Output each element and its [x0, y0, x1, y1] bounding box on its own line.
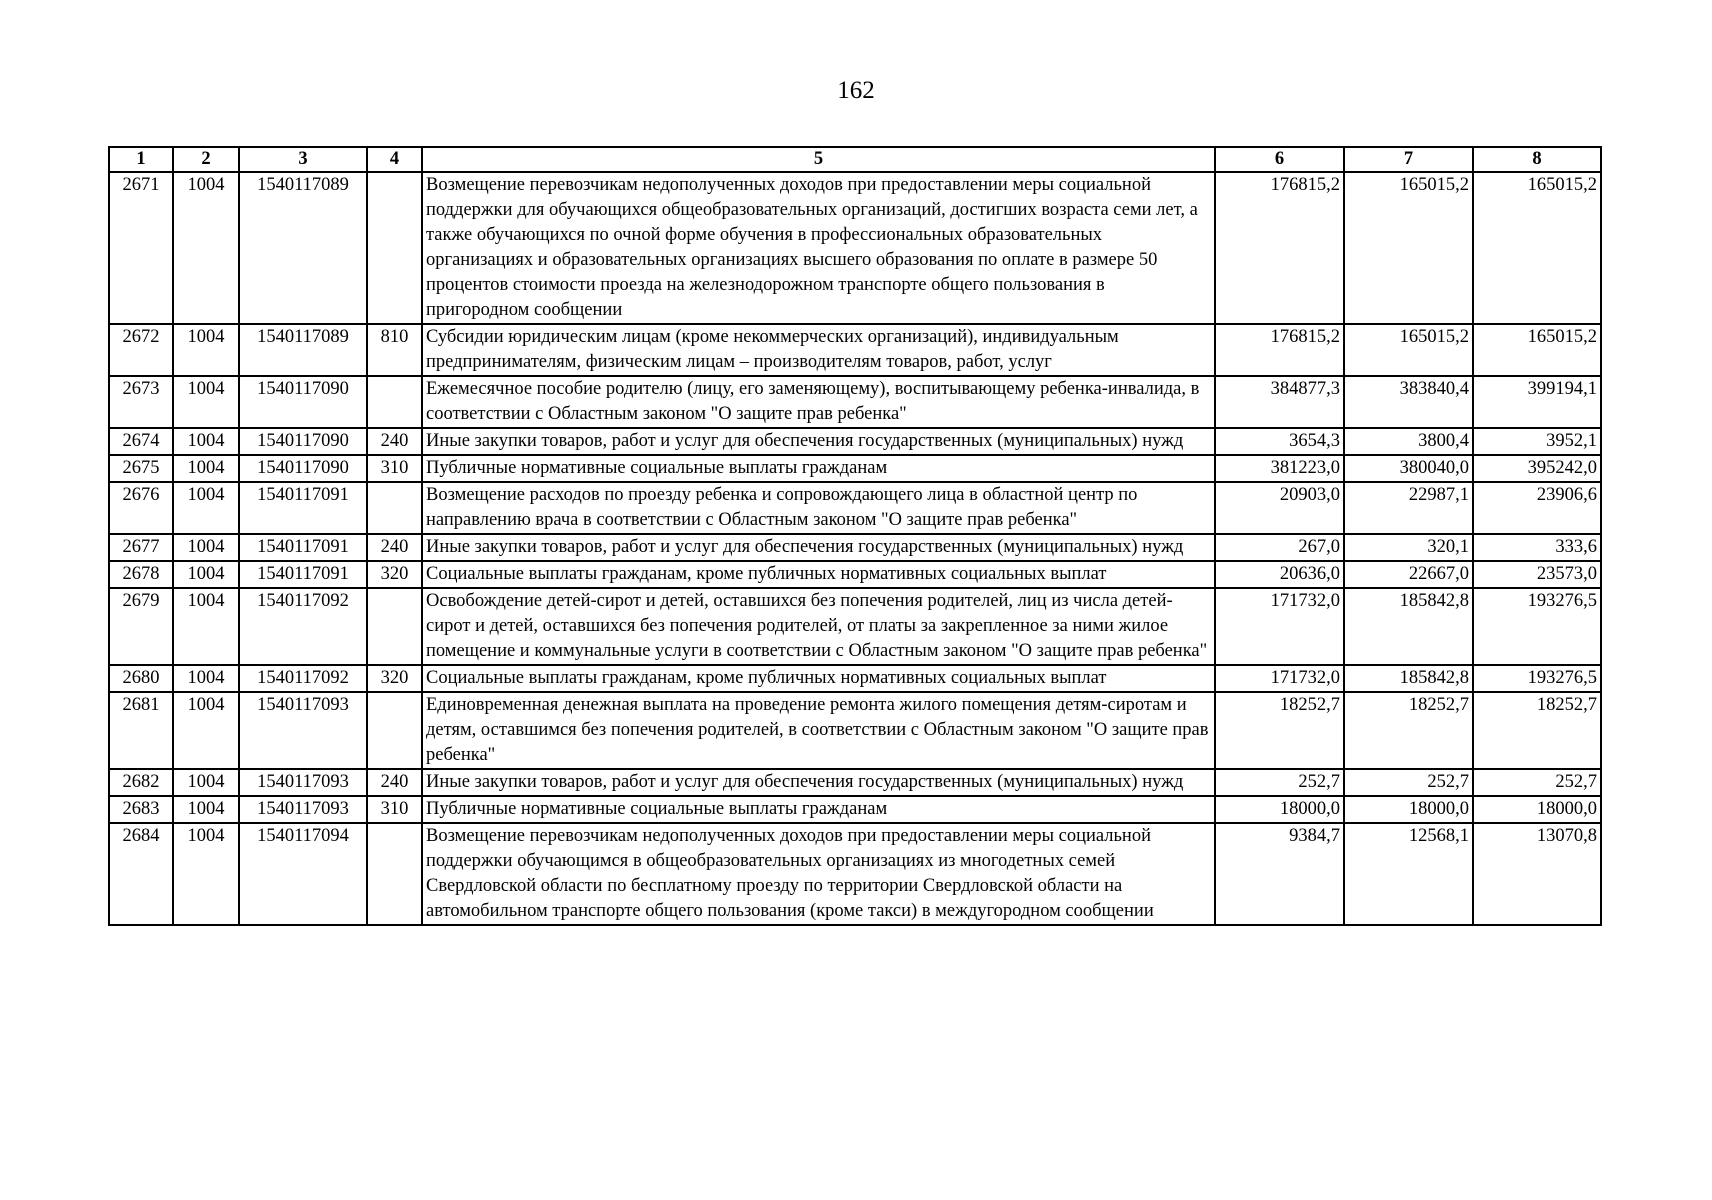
expense-type-cell	[367, 588, 422, 665]
amount-col-8-cell: 23573,0	[1473, 561, 1601, 588]
row-number-cell: 2682	[109, 769, 173, 796]
amount-col-7-cell: 380040,0	[1344, 455, 1473, 482]
row-number-cell: 2671	[109, 172, 173, 324]
amount-col-6-cell: 18000,0	[1215, 796, 1344, 823]
page-number: 162	[837, 77, 875, 104]
target-article-cell: 1540117090	[239, 428, 367, 455]
amount-col-8-cell: 399194,1	[1473, 376, 1601, 428]
amount-col-7-cell: 165015,2	[1344, 324, 1473, 376]
amount-col-6-cell: 171732,0	[1215, 588, 1344, 665]
amount-col-6-cell: 20636,0	[1215, 561, 1344, 588]
section-code-cell: 1004	[173, 534, 239, 561]
target-article-cell: 1540117093	[239, 692, 367, 769]
table-row	[109, 324, 1601, 376]
description-cell: Освобождение детей-сирот и детей, оставшихся без попечения родителей, лиц из числа детей-сирот и детей, оставшихся без попечения родителей, от платы за закрепленное за ними жилое помещение и коммунальные услуги в соответствии с Областным законом "О защите прав ребенка"	[422, 588, 1215, 665]
description-cell: Единовременная денежная выплата на проведение ремонта жилого помещения детям-сиротам и детям, оставшимся без попечения родителей, в соответствии с Областным законом "О защите прав ребенка"	[422, 692, 1215, 769]
section-code-cell: 1004	[173, 769, 239, 796]
target-article-cell: 1540117093	[239, 769, 367, 796]
table-row	[109, 769, 1601, 796]
row-number-cell: 2677	[109, 534, 173, 561]
row-number-cell: 2678	[109, 561, 173, 588]
amount-col-8-cell: 333,6	[1473, 534, 1601, 561]
expense-type-cell: 810	[367, 324, 422, 376]
header-col-7: 7	[1344, 147, 1473, 172]
expense-type-cell: 240	[367, 428, 422, 455]
amount-col-7-cell: 18000,0	[1344, 796, 1473, 823]
amount-col-6-cell: 176815,2	[1215, 324, 1344, 376]
description-cell: Ежемесячное пособие родителю (лицу, его заменяющему), воспитывающему ребенка-инвалида, в соответствии с Областным законом "О защите прав ребенка"	[422, 376, 1215, 428]
row-number-cell: 2673	[109, 376, 173, 428]
description-cell: Возмещение перевозчикам недополученных доходов при предоставлении меры социальной поддержки обучающимся в общеобразовательных организациях из многодетных семей Свердловской области по бесплатному проезду по территории Свердловской области на автомобильном транспорте общего пользования (кроме такси) в междугородном сообщении	[422, 823, 1215, 925]
description-cell: Иные закупки товаров, работ и услуг для обеспечения государственных (муниципальных) нужд	[422, 428, 1215, 455]
target-article-cell: 1540117094	[239, 823, 367, 925]
expense-type-cell: 310	[367, 455, 422, 482]
amount-col-6-cell: 18252,7	[1215, 692, 1344, 769]
amount-col-7-cell: 185842,8	[1344, 588, 1473, 665]
amount-col-8-cell: 193276,5	[1473, 588, 1601, 665]
table-row	[109, 428, 1601, 455]
amount-col-8-cell: 252,7	[1473, 769, 1601, 796]
description-cell: Иные закупки товаров, работ и услуг для обеспечения государственных (муниципальных) нужд	[422, 534, 1215, 561]
amount-col-8-cell: 18000,0	[1473, 796, 1601, 823]
description-cell: Субсидии юридическим лицам (кроме некоммерческих организаций), индивидуальным предпринимателям, физическим лицам – производителям товаров, работ, услуг	[422, 324, 1215, 376]
target-article-cell: 1540117089	[239, 172, 367, 324]
description-cell: Возмещение расходов по проезду ребенка и сопровождающего лица в областной центр по направлению врача в соответствии с Областным законом "О защите прав ребенка"	[422, 482, 1215, 534]
budget-table	[108, 146, 1602, 926]
section-code-cell: 1004	[173, 796, 239, 823]
row-number-cell: 2681	[109, 692, 173, 769]
section-code-cell: 1004	[173, 823, 239, 925]
section-code-cell: 1004	[173, 561, 239, 588]
row-number-cell: 2672	[109, 324, 173, 376]
target-article-cell: 1540117090	[239, 376, 367, 428]
amount-col-8-cell: 3952,1	[1473, 428, 1601, 455]
expense-type-cell: 320	[367, 561, 422, 588]
section-code-cell: 1004	[173, 482, 239, 534]
amount-col-8-cell: 193276,5	[1473, 665, 1601, 692]
amount-col-7-cell: 22667,0	[1344, 561, 1473, 588]
amount-col-8-cell: 165015,2	[1473, 324, 1601, 376]
description-cell: Возмещение перевозчикам недополученных доходов при предоставлении меры социальной поддержки для обучающихся общеобразовательных организаций, достигших возраста семи лет, а также обучающихся по очной форме обучения в профессиональных образовательных организациях и образовательных организациях высшего образования по оплате в размере 50 процентов стоимости проезда на железнодорожном транспорте общего пользования в пригородном сообщении	[422, 172, 1215, 324]
amount-col-8-cell: 13070,8	[1473, 823, 1601, 925]
header-col-2: 2	[173, 147, 239, 172]
expense-type-cell	[367, 823, 422, 925]
description-cell: Публичные нормативные социальные выплаты гражданам	[422, 455, 1215, 482]
table-row	[109, 376, 1601, 428]
header-col-8: 8	[1473, 147, 1601, 172]
amount-col-7-cell: 3800,4	[1344, 428, 1473, 455]
expense-type-cell: 240	[367, 534, 422, 561]
section-code-cell: 1004	[173, 665, 239, 692]
description-cell: Иные закупки товаров, работ и услуг для обеспечения государственных (муниципальных) нужд	[422, 769, 1215, 796]
expense-type-cell	[367, 482, 422, 534]
description-cell: Социальные выплаты гражданам, кроме публичных нормативных социальных выплат	[422, 665, 1215, 692]
amount-col-6-cell: 381223,0	[1215, 455, 1344, 482]
amount-col-7-cell: 252,7	[1344, 769, 1473, 796]
header-col-3: 3	[239, 147, 367, 172]
table-row	[109, 823, 1601, 925]
expense-type-cell: 240	[367, 769, 422, 796]
description-cell: Социальные выплаты гражданам, кроме публичных нормативных социальных выплат	[422, 561, 1215, 588]
table-row	[109, 796, 1601, 823]
target-article-cell: 1540117091	[239, 561, 367, 588]
section-code-cell: 1004	[173, 324, 239, 376]
row-number-cell: 2675	[109, 455, 173, 482]
expense-type-cell: 320	[367, 665, 422, 692]
target-article-cell: 1540117091	[239, 534, 367, 561]
section-code-cell: 1004	[173, 376, 239, 428]
amount-col-6-cell: 20903,0	[1215, 482, 1344, 534]
section-code-cell: 1004	[173, 172, 239, 324]
expense-type-cell	[367, 376, 422, 428]
table-row	[109, 588, 1601, 665]
table-row	[109, 665, 1601, 692]
amount-col-6-cell: 267,0	[1215, 534, 1344, 561]
section-code-cell: 1004	[173, 428, 239, 455]
amount-col-8-cell: 165015,2	[1473, 172, 1601, 324]
expense-type-cell	[367, 172, 422, 324]
row-number-cell: 2679	[109, 588, 173, 665]
table-row	[109, 534, 1601, 561]
amount-col-7-cell: 12568,1	[1344, 823, 1473, 925]
target-article-cell: 1540117093	[239, 796, 367, 823]
section-code-cell: 1004	[173, 692, 239, 769]
table-row	[109, 561, 1601, 588]
amount-col-6-cell: 3654,3	[1215, 428, 1344, 455]
amount-col-6-cell: 171732,0	[1215, 665, 1344, 692]
amount-col-6-cell: 252,7	[1215, 769, 1344, 796]
amount-col-7-cell: 22987,1	[1344, 482, 1473, 534]
amount-col-7-cell: 320,1	[1344, 534, 1473, 561]
row-number-cell: 2683	[109, 796, 173, 823]
header-row	[109, 147, 1601, 172]
table-body	[109, 172, 1601, 925]
expense-type-cell: 310	[367, 796, 422, 823]
header-col-1: 1	[109, 147, 173, 172]
table-header	[109, 147, 1601, 172]
target-article-cell: 1540117092	[239, 665, 367, 692]
table-row	[109, 455, 1601, 482]
table-row	[109, 172, 1601, 324]
amount-col-7-cell: 18252,7	[1344, 692, 1473, 769]
amount-col-6-cell: 176815,2	[1215, 172, 1344, 324]
section-code-cell: 1004	[173, 455, 239, 482]
amount-col-7-cell: 165015,2	[1344, 172, 1473, 324]
amount-col-6-cell: 384877,3	[1215, 376, 1344, 428]
amount-col-6-cell: 9384,7	[1215, 823, 1344, 925]
target-article-cell: 1540117089	[239, 324, 367, 376]
amount-col-8-cell: 18252,7	[1473, 692, 1601, 769]
target-article-cell: 1540117091	[239, 482, 367, 534]
header-col-6: 6	[1215, 147, 1344, 172]
expense-type-cell	[367, 692, 422, 769]
row-number-cell: 2674	[109, 428, 173, 455]
target-article-cell: 1540117090	[239, 455, 367, 482]
row-number-cell: 2676	[109, 482, 173, 534]
row-number-cell: 2684	[109, 823, 173, 925]
amount-col-8-cell: 395242,0	[1473, 455, 1601, 482]
target-article-cell: 1540117092	[239, 588, 367, 665]
table-row	[109, 692, 1601, 769]
amount-col-8-cell: 23906,6	[1473, 482, 1601, 534]
amount-col-7-cell: 185842,8	[1344, 665, 1473, 692]
amount-col-7-cell: 383840,4	[1344, 376, 1473, 428]
description-cell: Публичные нормативные социальные выплаты гражданам	[422, 796, 1215, 823]
header-col-4: 4	[367, 147, 422, 172]
table-row	[109, 482, 1601, 534]
row-number-cell: 2680	[109, 665, 173, 692]
section-code-cell: 1004	[173, 588, 239, 665]
header-col-5: 5	[422, 147, 1215, 172]
